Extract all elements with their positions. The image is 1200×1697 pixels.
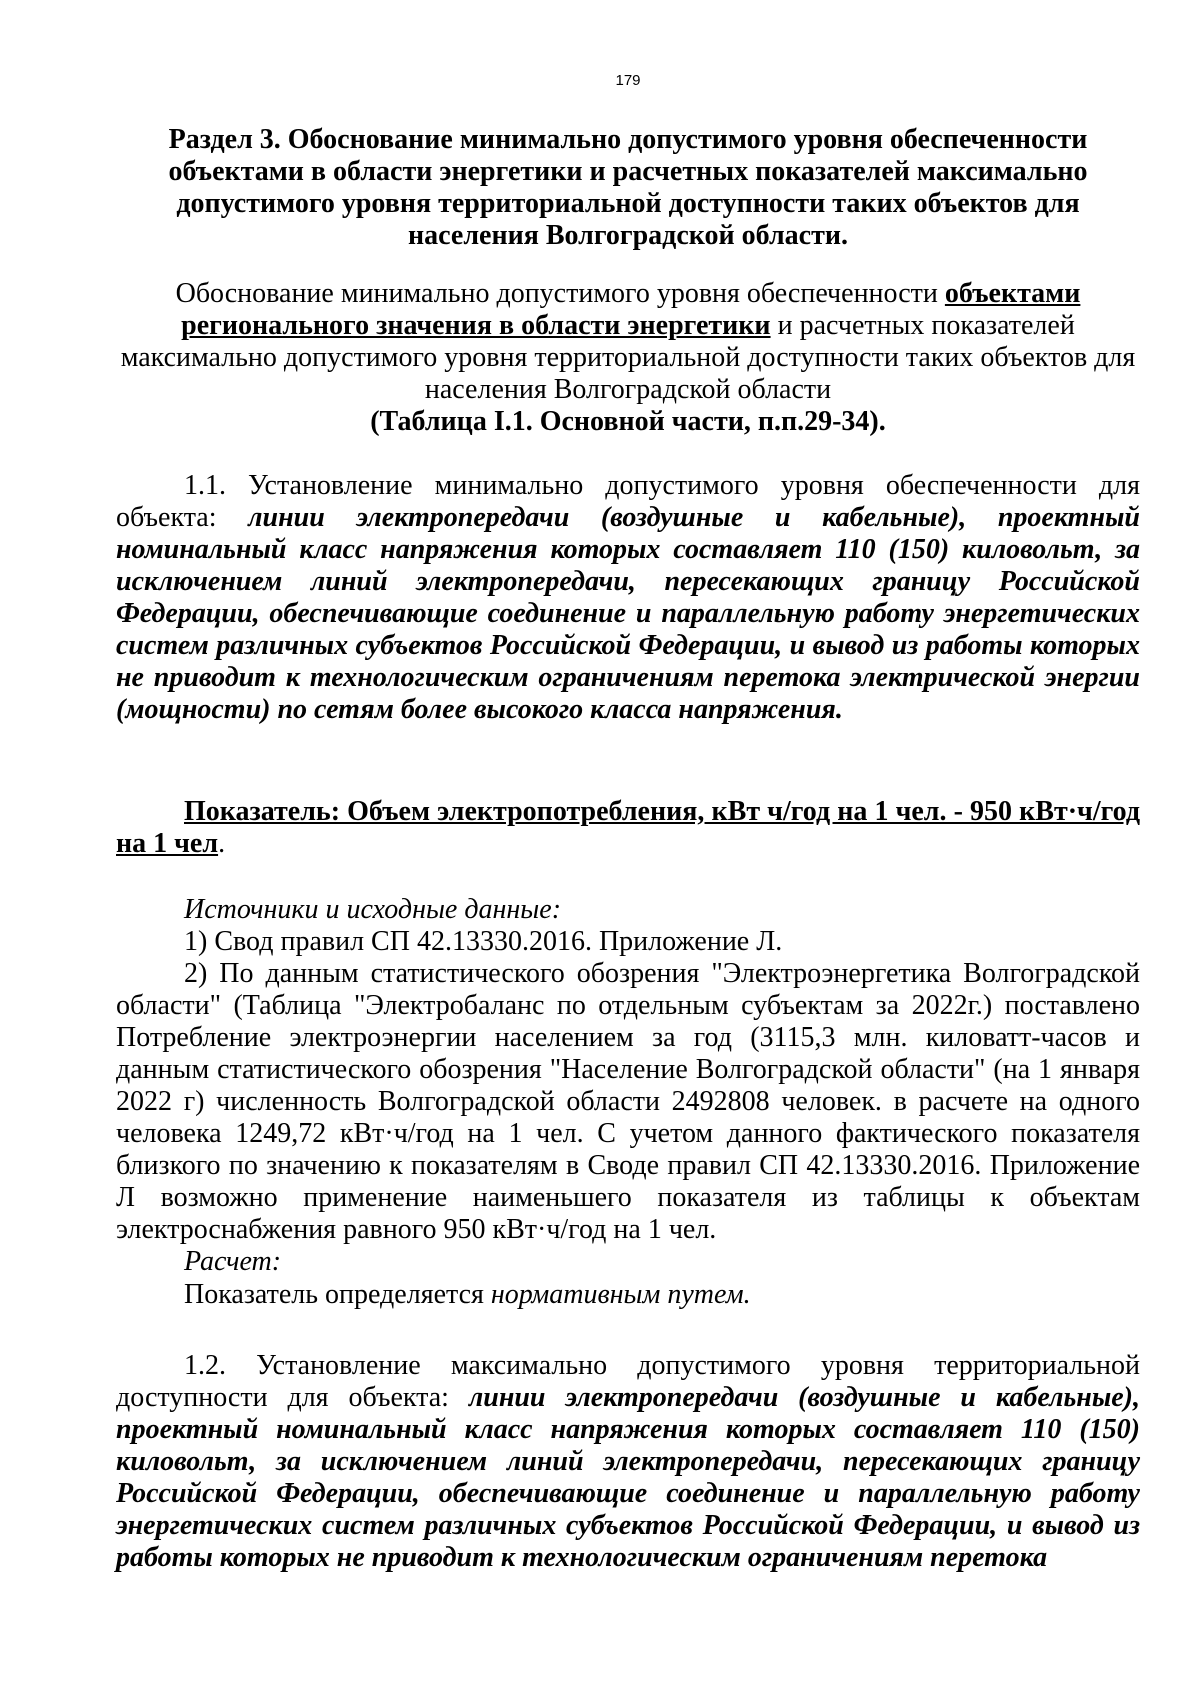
item-1-1-object: линии электропередачи (воздушные и кабельные), проектный номинальный класс напряжения которых составляет 110 (150) киловольт, за исключением линий электропередачи, пересекающих границу Российской Федерации, обеспечивающие соединение и параллельную работу энергетических систем различных субъектов Российской Федерации, и вывод из работы которых не приводит к технологическим ограничениям перетока электрической энергии (мощности) по сетям более высокого класса напряжения. xyxy=(116,502,1141,725)
item-1-1-paragraph xyxy=(116,470,1140,726)
item-1-2-lead: 1.2. Установление максимально допустимого уровня территориальной доступности для объекта: xyxy=(116,1350,1140,1413)
calculation-heading: Расчет: xyxy=(184,1246,282,1277)
sources-item-1: 1) Свод правил СП 42.13330.2016. Приложение Л. xyxy=(184,926,783,957)
sources-item-2: 2) По данным статистического обозрения "Электроэнергетика Волгоградской области" (Таблица "Электробаланс по отдельным субъектам за 2022г.) поставлено Потребление электроэнергии населением за год (3115,3 млн. киловатт-часов и данным статистического обозрения "Население Волгоградской области" (на 1 января 2022 г) численность Волгоградской области 2492808 человек. в расчете на одного человека 1249,72 кВт·ч/год на 1 чел. С учетом данного фактического показателя близкого по значению к показателям в Своде правил СП 42.13330.2016. Приложение Л возможно применение наименьшего показателя из таблицы к объектам электроснабжения равного 950 кВт·ч/год на 1 чел. xyxy=(116,958,1140,1245)
sources-heading: Источники и исходные данные: xyxy=(184,894,562,925)
item-1-1-lead: 1.1. Установление минимально допустимого уровня обеспеченности для объекта: xyxy=(116,470,1140,533)
page-number: 179 xyxy=(615,72,641,89)
indicator-end: . xyxy=(218,828,226,859)
subtitle-text-end: и расчетных показателей максимально допустимого уровня территориальной доступности таких объектов для населения Волгоградской области xyxy=(120,310,1136,405)
subtitle-emphasis: объектами регионального значения в области энергетики xyxy=(181,278,1081,341)
calculation-text-start: Показатель определяется xyxy=(184,1279,491,1310)
item-1-2-paragraph xyxy=(116,1350,1140,1574)
indicator-paragraph xyxy=(116,796,1140,860)
section-title: Раздел 3. Обоснование минимально допустимого уровня обеспеченности объектами в области энергетики и расчетных показателей максимально допустимого уровня территориальной доступности таких объектов для населения Волгоградской области. xyxy=(168,124,1088,251)
subtitle-text-start: Обоснование минимально допустимого уровня обеспеченности xyxy=(175,278,945,309)
item-1-2-object: линии электропередачи (воздушные и кабельные), проектный номинальный класс напряжения которых составляет 110 (150) киловольт, за исключением линий электропередачи, пересекающих границу Российской Федерации, обеспечивающие соединение и параллельную работу энергетических систем различных субъектов Российской Федерации, и вывод из работы которых не приводит к технологическим ограничениям перетока xyxy=(116,1382,1140,1573)
section-subtitle xyxy=(116,278,1140,438)
calculation-text xyxy=(184,1279,1140,1311)
indicator-text: Показатель: Объем электропотребления, кВт ч/год на 1 чел. - 950 кВт·ч/год на 1 чел xyxy=(116,796,1140,859)
subtitle-reference: (Таблица I.1. Основной части, п.п.29-34). xyxy=(370,406,886,437)
calculation-method: нормативным путем. xyxy=(490,1279,751,1310)
